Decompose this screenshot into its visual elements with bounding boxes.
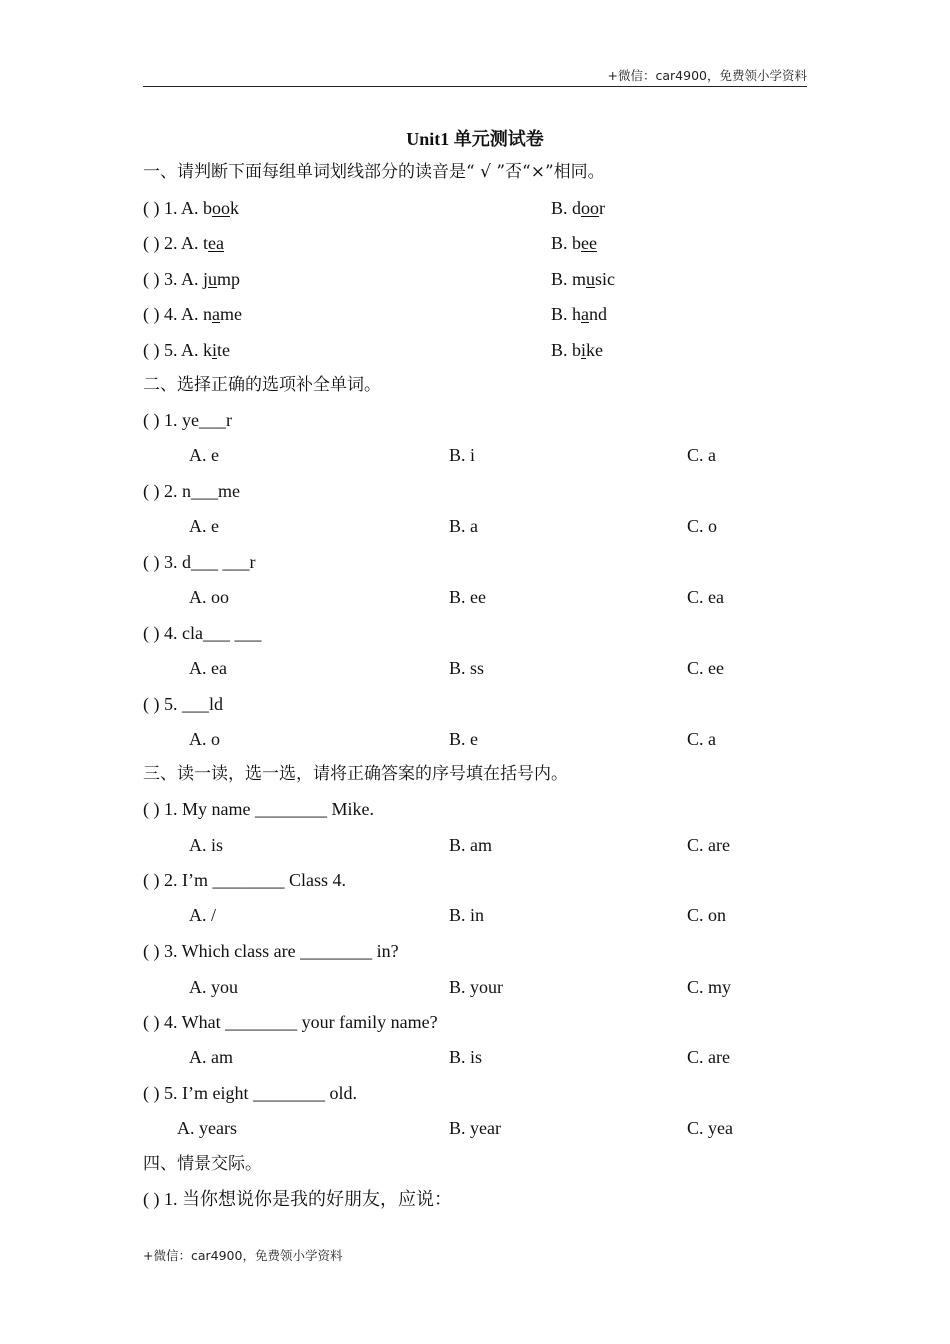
s1-q4-option-a: ( ) 4. A. name: [143, 304, 242, 324]
s1-q5-option-b: B. bike: [551, 340, 604, 360]
s1-q3-option-b: B. music: [551, 269, 616, 289]
s1-q1-option-a: ( ) 1. A. book: [143, 198, 239, 218]
s3-q5-option-c: C. yea: [687, 1118, 733, 1138]
s2-q2-option-b: B. a: [449, 516, 478, 536]
s3-q4-option-c: C. are: [687, 1047, 730, 1067]
section4-heading: 四、情景交际。: [143, 1154, 262, 1174]
s3-q5-question: ( ) 5. I’m eight ________ old.: [143, 1083, 357, 1103]
s2-q4-option-c: C. ee: [687, 658, 724, 678]
s2-q1-option-a: A. e: [189, 445, 219, 465]
footer-note: +微信：car4900，免费领小学资料: [143, 1248, 343, 1263]
s2-q1-option-b: B. i: [449, 445, 476, 465]
page-title: Unit1 单元测试卷: [406, 129, 544, 149]
s2-q2-option-a: A. e: [189, 516, 219, 536]
section1-heading: 一、请判断下面每组单词划线部分的读音是“ √ ”否“×”相同。: [143, 162, 605, 182]
s3-q5-option-b: B. year: [449, 1118, 501, 1138]
section3-heading: 三、读一读，选一选，请将正确答案的序号填在括号内。: [143, 764, 568, 784]
s3-q4-option-b: B. is: [449, 1047, 483, 1067]
s3-q4-option-a: A. am: [189, 1047, 233, 1067]
s2-q1-question: ( ) 1. ye___r: [143, 410, 232, 430]
s3-q2-option-b: B. in: [449, 905, 485, 925]
s2-q1-option-c: C. a: [687, 445, 716, 465]
s3-q1-option-b: B. am: [449, 835, 492, 855]
s3-q1-option-a: A. is: [189, 835, 224, 855]
s3-q1-option-c: C. are: [687, 835, 730, 855]
s2-q3-option-a: A. oo: [189, 587, 229, 607]
s3-q3-question: ( ) 3. Which class are ________ in?: [143, 941, 399, 961]
header-note: +微信：car4900，免费领小学资料: [607, 68, 807, 83]
s2-q3-question: ( ) 3. d___ ___r: [143, 552, 256, 572]
s3-q2-question: ( ) 2. I’m ________ Class 4.: [143, 870, 346, 890]
s1-q2-option-a: ( ) 2. A. tea: [143, 233, 224, 253]
s2-q2-question: ( ) 2. n___me: [143, 481, 240, 501]
s3-q2-option-a: A. /: [189, 905, 216, 925]
s1-q1-option-b: B. door: [551, 198, 606, 218]
s1-q3-option-a: ( ) 3. A. jump: [143, 269, 241, 289]
s2-q5-option-a: A. o: [189, 729, 220, 749]
s1-q4-option-b: B. hand: [551, 304, 608, 324]
s2-q4-question: ( ) 4. cla___ ___: [143, 623, 262, 643]
s2-q3-option-b: B. ee: [449, 587, 486, 607]
s2-q2-option-c: C. o: [687, 516, 718, 536]
s2-q5-option-c: C. a: [687, 729, 716, 749]
s2-q4-option-a: A. ea: [189, 658, 227, 678]
section2-heading: 二、选择正确的选项补全单词。: [143, 375, 381, 395]
s3-q3-option-c: C. my: [687, 977, 732, 997]
s2-q4-option-b: B. ss: [449, 658, 485, 678]
s4-q1-question: ( ) 1. 当你想说你是我的好朋友，应说：: [143, 1189, 452, 1209]
page-header: [143, 64, 807, 87]
s3-q5-option-a: A. years: [177, 1118, 237, 1138]
s3-q4-question: ( ) 4. What ________ your family name?: [143, 1012, 438, 1032]
s1-q2-option-b: B. bee: [551, 233, 597, 253]
s2-q5-option-b: B. e: [449, 729, 478, 749]
s3-q1-question: ( ) 1. My name ________ Mike.: [143, 799, 374, 819]
s1-q5-option-a: ( ) 5. A. kite: [143, 340, 231, 360]
s2-q3-option-c: C. ea: [687, 587, 724, 607]
s2-q5-question: ( ) 5. ___ld: [143, 694, 223, 714]
s3-q3-option-b: B. your: [449, 977, 503, 997]
s3-q3-option-a: A. you: [189, 977, 238, 997]
s3-q2-option-c: C. on: [687, 905, 727, 925]
